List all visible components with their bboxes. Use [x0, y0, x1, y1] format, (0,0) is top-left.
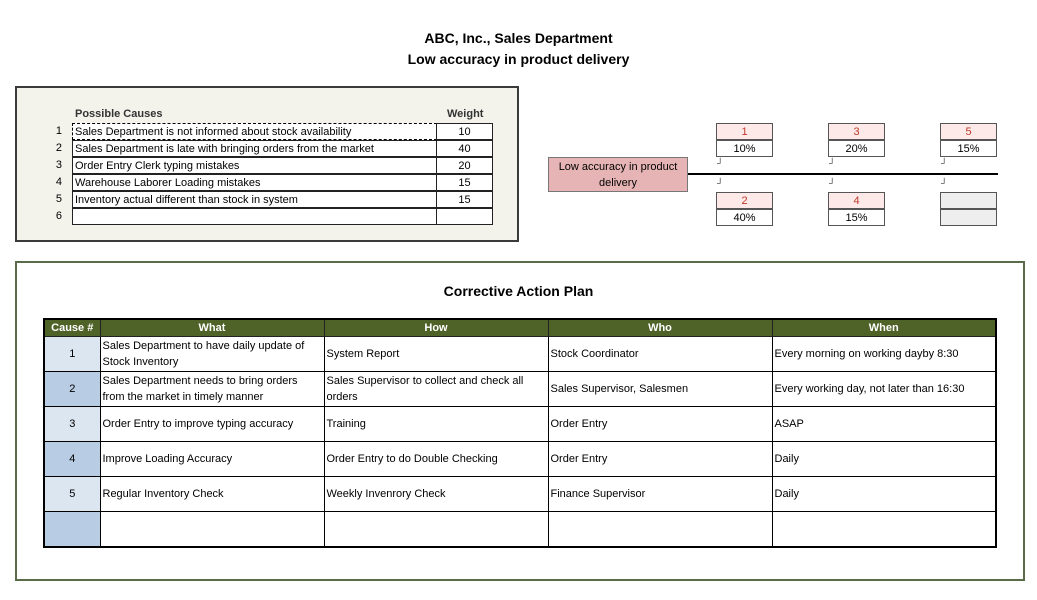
cause-row-num: 4 — [55, 176, 62, 188]
who-cell[interactable] — [548, 512, 772, 548]
fishbone-cause-weight — [940, 209, 997, 226]
when-cell[interactable]: ASAP — [772, 407, 996, 442]
cause-cell[interactable]: Order Entry Clerk typing mistakes — [72, 157, 437, 174]
fishbone-bone-tick: ┘ — [717, 178, 724, 188]
cause-row-num: 3 — [55, 159, 62, 171]
fishbone-cause-number: 2 — [716, 192, 773, 209]
fishbone-cause-weight: 15% — [940, 140, 997, 157]
fishbone-cause-weight: 40% — [716, 209, 773, 226]
plan-title: Corrective Action Plan — [443, 283, 594, 299]
what-cell[interactable] — [100, 512, 324, 548]
who-cell[interactable]: Order Entry — [548, 407, 772, 442]
weight-cell[interactable]: 20 — [436, 157, 493, 174]
who-cell[interactable]: Stock Coordinator — [548, 337, 772, 372]
table-row — [44, 407, 996, 442]
weight-cell[interactable]: 15 — [436, 174, 493, 191]
weight-cell[interactable]: 10 — [436, 123, 493, 140]
cause-row-num: 1 — [55, 125, 62, 137]
possible-causes-header: Possible Causes — [75, 108, 163, 120]
cause-number-cell[interactable]: 2 — [44, 372, 100, 407]
cause-row-num: 2 — [55, 142, 62, 154]
col-header-how: How — [324, 319, 548, 337]
col-header-who: Who — [548, 319, 772, 337]
cause-cell[interactable]: Warehouse Laborer Loading mistakes — [72, 174, 437, 191]
fishbone-spine — [688, 173, 998, 175]
weight-cell[interactable]: 15 — [436, 191, 493, 208]
what-cell[interactable]: Sales Department needs to bring orders from the market in timely manner — [100, 372, 324, 407]
fishbone-cause-number: 5 — [940, 123, 997, 140]
cause-number-cell[interactable]: 4 — [44, 442, 100, 477]
who-cell[interactable]: Sales Supervisor, Salesmen — [548, 372, 772, 407]
cause-number-cell[interactable]: 1 — [44, 337, 100, 372]
cause-row-num: 6 — [55, 210, 62, 222]
fishbone-bone-tick: ┘ — [829, 158, 836, 168]
how-cell[interactable]: Training — [324, 407, 548, 442]
cause-number-cell[interactable]: 5 — [44, 477, 100, 512]
what-cell[interactable]: Order Entry to improve typing accuracy — [100, 407, 324, 442]
fishbone-bone-tick: ┘ — [941, 158, 948, 168]
table-row — [44, 477, 996, 512]
who-cell[interactable]: Finance Supervisor — [548, 477, 772, 512]
weight-cell[interactable] — [436, 208, 493, 225]
table-row — [44, 337, 996, 372]
fishbone-cause-number — [940, 192, 997, 209]
cause-row-num: 5 — [55, 193, 62, 205]
cause-number-cell[interactable]: 3 — [44, 407, 100, 442]
fishbone-cause-number: 3 — [828, 123, 885, 140]
cause-cell[interactable] — [72, 208, 437, 225]
corrective-action-table — [43, 318, 997, 548]
cause-number-cell[interactable] — [44, 512, 100, 548]
fishbone-bone-tick: ┘ — [941, 178, 948, 188]
fishbone-bone-tick: ┘ — [829, 178, 836, 188]
when-cell[interactable]: Every morning on working dayby 8:30 — [772, 337, 996, 372]
fishbone-problem-box: Low accuracy in product delivery — [548, 157, 688, 192]
who-cell[interactable]: Order Entry — [548, 442, 772, 477]
cause-cell[interactable]: Inventory actual different than stock in system — [72, 191, 437, 208]
when-cell[interactable]: Daily — [772, 477, 996, 512]
weight-cell[interactable]: 40 — [436, 140, 493, 157]
what-cell[interactable]: Regular Inventory Check — [100, 477, 324, 512]
fishbone-bone-tick: ┘ — [717, 158, 724, 168]
cause-cell[interactable]: Sales Department is not informed about stock availability — [72, 123, 437, 140]
cause-cell[interactable]: Sales Department is late with bringing orders from the market — [72, 140, 437, 157]
table-row — [44, 512, 996, 548]
how-cell[interactable]: Order Entry to do Double Checking — [324, 442, 548, 477]
how-cell[interactable] — [324, 512, 548, 548]
weight-header: Weight — [447, 108, 484, 120]
col-header-cause: Cause # — [44, 319, 100, 337]
what-cell[interactable]: Improve Loading Accuracy — [100, 442, 324, 477]
col-header-what: What — [100, 319, 324, 337]
fishbone-cause-weight: 20% — [828, 140, 885, 157]
fishbone-cause-number: 1 — [716, 123, 773, 140]
col-header-when: When — [772, 319, 996, 337]
table-row — [44, 442, 996, 477]
table-row — [44, 372, 996, 407]
problem-title: Low accuracy in product delivery — [407, 51, 630, 67]
when-cell[interactable]: Every working day, not later than 16:30 — [772, 372, 996, 407]
fishbone-cause-weight: 10% — [716, 140, 773, 157]
how-cell[interactable]: Sales Supervisor to collect and check all orders — [324, 372, 548, 407]
how-cell[interactable]: System Report — [324, 337, 548, 372]
when-cell[interactable]: Daily — [772, 442, 996, 477]
fishbone-cause-weight: 15% — [828, 209, 885, 226]
how-cell[interactable]: Weekly Invenrory Check — [324, 477, 548, 512]
fishbone-cause-number: 4 — [828, 192, 885, 209]
when-cell[interactable] — [772, 512, 996, 548]
table-header-row — [44, 319, 996, 337]
what-cell[interactable]: Sales Department to have daily update of Stock Inventory — [100, 337, 324, 372]
company-title: ABC, Inc., Sales Department — [424, 30, 613, 46]
